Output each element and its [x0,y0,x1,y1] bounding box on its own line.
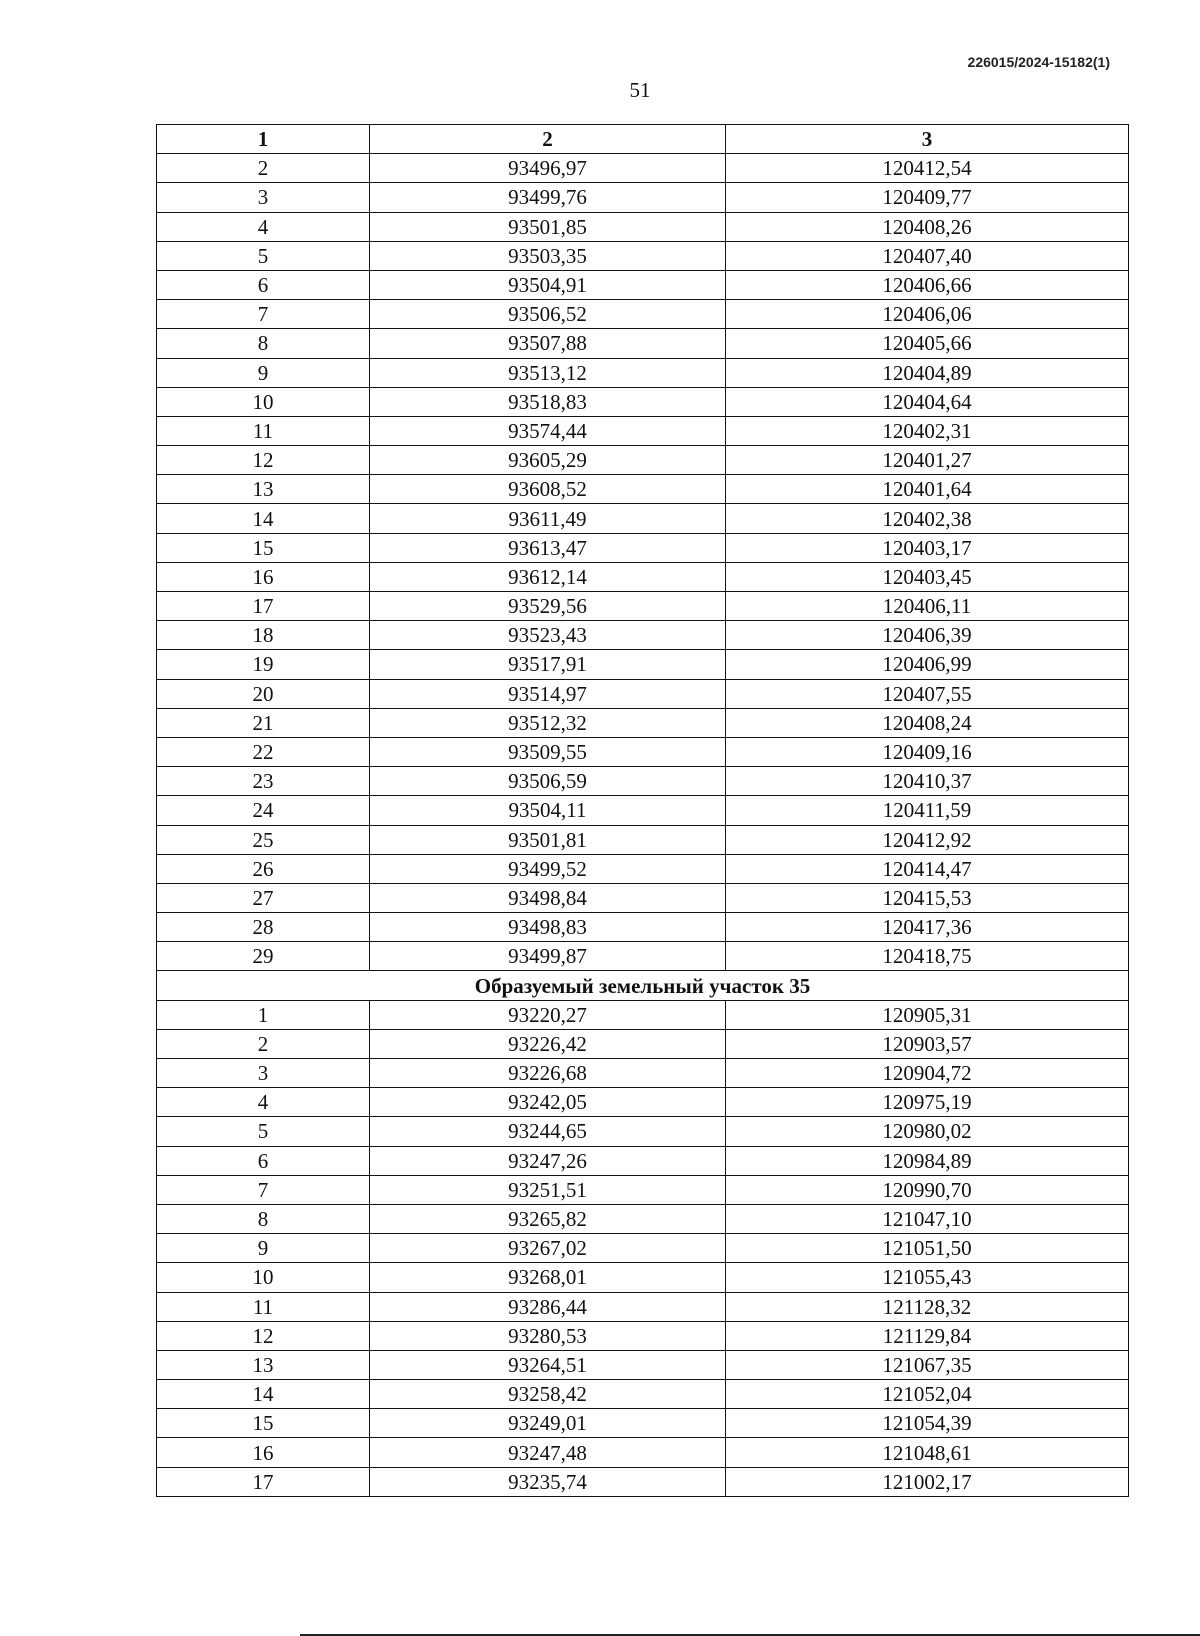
x-coordinate-cell: 93506,52 [370,300,726,329]
page-number: 51 [629,78,651,102]
table-body-part1 [157,154,1129,971]
point-number-cell: 13 [157,1350,370,1379]
y-coordinate-cell: 120990,70 [726,1175,1129,1204]
coordinates-table [156,124,1129,1497]
x-coordinate-cell: 93503,35 [370,241,726,270]
point-number-cell: 23 [157,767,370,796]
y-coordinate-cell: 120412,54 [726,154,1129,183]
x-coordinate-cell: 93529,56 [370,592,726,621]
table-row [157,1117,1129,1146]
y-coordinate-cell: 121129,84 [726,1321,1129,1350]
table-row [157,1380,1129,1409]
point-number-cell: 12 [157,446,370,475]
table-header-row [157,125,1129,154]
x-coordinate-cell: 93514,97 [370,679,726,708]
point-number-cell: 18 [157,621,370,650]
y-coordinate-cell: 120404,89 [726,358,1129,387]
header-col-2: 2 [370,125,726,154]
table-row [157,154,1129,183]
point-number-cell: 27 [157,883,370,912]
x-coordinate-cell: 93235,74 [370,1467,726,1496]
document-id: 226015/2024-15182(1) [967,54,1110,70]
table-row [157,1000,1129,1029]
table-row [157,1409,1129,1438]
section-body [157,971,1129,1000]
y-coordinate-cell: 120405,66 [726,329,1129,358]
y-coordinate-cell: 121128,32 [726,1292,1129,1321]
point-number-cell: 7 [157,300,370,329]
x-coordinate-cell: 93501,81 [370,825,726,854]
point-number-cell: 4 [157,1088,370,1117]
y-coordinate-cell: 120406,11 [726,592,1129,621]
x-coordinate-cell: 93612,14 [370,562,726,591]
table-row [157,1146,1129,1175]
x-coordinate-cell: 93512,32 [370,708,726,737]
point-number-cell: 29 [157,942,370,971]
point-number-cell: 16 [157,1438,370,1467]
point-number-cell: 1 [157,1000,370,1029]
point-number-cell: 7 [157,1175,370,1204]
table-row [157,854,1129,883]
y-coordinate-cell: 120418,75 [726,942,1129,971]
y-coordinate-cell: 120975,19 [726,1088,1129,1117]
point-number-cell: 14 [157,1380,370,1409]
point-number-cell: 25 [157,825,370,854]
x-coordinate-cell: 93265,82 [370,1204,726,1233]
x-coordinate-cell: 93251,51 [370,1175,726,1204]
point-number-cell: 11 [157,1292,370,1321]
y-coordinate-cell: 120407,55 [726,679,1129,708]
x-coordinate-cell: 93498,83 [370,913,726,942]
y-coordinate-cell: 120980,02 [726,1117,1129,1146]
y-coordinate-cell: 120414,47 [726,854,1129,883]
point-number-cell: 24 [157,796,370,825]
y-coordinate-cell: 120401,64 [726,475,1129,504]
point-number-cell: 6 [157,1146,370,1175]
y-coordinate-cell: 120407,40 [726,241,1129,270]
point-number-cell: 22 [157,737,370,766]
table-row [157,329,1129,358]
x-coordinate-cell: 93242,05 [370,1088,726,1117]
table-row [157,270,1129,299]
point-number-cell: 4 [157,212,370,241]
x-coordinate-cell: 93506,59 [370,767,726,796]
x-coordinate-cell: 93518,83 [370,387,726,416]
y-coordinate-cell: 120904,72 [726,1059,1129,1088]
y-coordinate-cell: 120408,26 [726,212,1129,241]
table-row [157,1175,1129,1204]
point-number-cell: 11 [157,416,370,445]
table-row [157,1350,1129,1379]
y-coordinate-cell: 120401,27 [726,446,1129,475]
point-number-cell: 15 [157,533,370,562]
x-coordinate-cell: 93507,88 [370,329,726,358]
point-number-cell: 12 [157,1321,370,1350]
table-row [157,183,1129,212]
point-number-cell: 3 [157,1059,370,1088]
table-body-part2 [157,1000,1129,1496]
y-coordinate-cell: 120417,36 [726,913,1129,942]
table-row [157,1321,1129,1350]
table-row [157,562,1129,591]
y-coordinate-cell: 120403,45 [726,562,1129,591]
table-row [157,1292,1129,1321]
x-coordinate-cell: 93258,42 [370,1380,726,1409]
x-coordinate-cell: 93226,68 [370,1059,726,1088]
table-row [157,1088,1129,1117]
x-coordinate-cell: 93499,76 [370,183,726,212]
point-number-cell: 14 [157,504,370,533]
point-number-cell: 9 [157,1234,370,1263]
table-row [157,708,1129,737]
x-coordinate-cell: 93498,84 [370,883,726,912]
x-coordinate-cell: 93523,43 [370,621,726,650]
point-number-cell: 5 [157,241,370,270]
y-coordinate-cell: 120406,66 [726,270,1129,299]
y-coordinate-cell: 120406,99 [726,650,1129,679]
y-coordinate-cell: 121047,10 [726,1204,1129,1233]
point-number-cell: 21 [157,708,370,737]
point-number-cell: 2 [157,1029,370,1058]
table-row [157,387,1129,416]
table-row [157,825,1129,854]
table-row [157,942,1129,971]
table-row [157,241,1129,270]
table-row [157,913,1129,942]
y-coordinate-cell: 121051,50 [726,1234,1129,1263]
y-coordinate-cell: 121054,39 [726,1409,1129,1438]
table-row [157,767,1129,796]
y-coordinate-cell: 120402,38 [726,504,1129,533]
x-coordinate-cell: 93247,48 [370,1438,726,1467]
x-coordinate-cell: 93280,53 [370,1321,726,1350]
x-coordinate-cell: 93496,97 [370,154,726,183]
point-number-cell: 6 [157,270,370,299]
section-title: Образуемый земельный участок 35 [157,971,1129,1000]
table-row [157,1234,1129,1263]
point-number-cell: 26 [157,854,370,883]
table-row [157,358,1129,387]
point-number-cell: 19 [157,650,370,679]
x-coordinate-cell: 93249,01 [370,1409,726,1438]
x-coordinate-cell: 93509,55 [370,737,726,766]
table-row [157,796,1129,825]
x-coordinate-cell: 93574,44 [370,416,726,445]
table-row [157,475,1129,504]
y-coordinate-cell: 120404,64 [726,387,1129,416]
table-row [157,650,1129,679]
y-coordinate-cell: 121055,43 [726,1263,1129,1292]
y-coordinate-cell: 120412,92 [726,825,1129,854]
x-coordinate-cell: 93504,91 [370,270,726,299]
y-coordinate-cell: 121002,17 [726,1467,1129,1496]
y-coordinate-cell: 120409,77 [726,183,1129,212]
y-coordinate-cell: 120905,31 [726,1000,1129,1029]
table-row [157,737,1129,766]
y-coordinate-cell: 120411,59 [726,796,1129,825]
x-coordinate-cell: 93513,12 [370,358,726,387]
x-coordinate-cell: 93226,42 [370,1029,726,1058]
point-number-cell: 17 [157,1467,370,1496]
x-coordinate-cell: 93608,52 [370,475,726,504]
table-row [157,1059,1129,1088]
y-coordinate-cell: 120402,31 [726,416,1129,445]
point-number-cell: 28 [157,913,370,942]
point-number-cell: 20 [157,679,370,708]
x-coordinate-cell: 93605,29 [370,446,726,475]
table-row [157,1029,1129,1058]
point-number-cell: 8 [157,1204,370,1233]
point-number-cell: 10 [157,387,370,416]
y-coordinate-cell: 121067,35 [726,1350,1129,1379]
x-coordinate-cell: 93286,44 [370,1292,726,1321]
point-number-cell: 8 [157,329,370,358]
header-col-1: 1 [157,125,370,154]
table-row [157,446,1129,475]
table-row [157,592,1129,621]
table-row [157,416,1129,445]
table-row [157,679,1129,708]
table-row [157,1438,1129,1467]
header-col-3: 3 [726,125,1129,154]
table-row [157,533,1129,562]
x-coordinate-cell: 93517,91 [370,650,726,679]
y-coordinate-cell: 120903,57 [726,1029,1129,1058]
table-row [157,1467,1129,1496]
x-coordinate-cell: 93501,85 [370,212,726,241]
y-coordinate-cell: 120403,17 [726,533,1129,562]
x-coordinate-cell: 93613,47 [370,533,726,562]
x-coordinate-cell: 93267,02 [370,1234,726,1263]
y-coordinate-cell: 120406,06 [726,300,1129,329]
point-number-cell: 13 [157,475,370,504]
y-coordinate-cell: 120984,89 [726,1146,1129,1175]
point-number-cell: 16 [157,562,370,591]
x-coordinate-cell: 93499,52 [370,854,726,883]
table-row [157,212,1129,241]
table-row [157,300,1129,329]
x-coordinate-cell: 93264,51 [370,1350,726,1379]
point-number-cell: 15 [157,1409,370,1438]
x-coordinate-cell: 93220,27 [370,1000,726,1029]
point-number-cell: 3 [157,183,370,212]
y-coordinate-cell: 121048,61 [726,1438,1129,1467]
y-coordinate-cell: 120408,24 [726,708,1129,737]
x-coordinate-cell: 93611,49 [370,504,726,533]
y-coordinate-cell: 120410,37 [726,767,1129,796]
point-number-cell: 9 [157,358,370,387]
x-coordinate-cell: 93504,11 [370,796,726,825]
y-coordinate-cell: 121052,04 [726,1380,1129,1409]
x-coordinate-cell: 93247,26 [370,1146,726,1175]
point-number-cell: 17 [157,592,370,621]
y-coordinate-cell: 120415,53 [726,883,1129,912]
y-coordinate-cell: 120409,16 [726,737,1129,766]
point-number-cell: 2 [157,154,370,183]
x-coordinate-cell: 93499,87 [370,942,726,971]
section-row [157,971,1129,1000]
y-coordinate-cell: 120406,39 [726,621,1129,650]
table-row [157,883,1129,912]
table-row [157,1204,1129,1233]
point-number-cell: 10 [157,1263,370,1292]
table-row [157,504,1129,533]
table-row [157,621,1129,650]
table-row [157,1263,1129,1292]
point-number-cell: 5 [157,1117,370,1146]
x-coordinate-cell: 93268,01 [370,1263,726,1292]
x-coordinate-cell: 93244,65 [370,1117,726,1146]
